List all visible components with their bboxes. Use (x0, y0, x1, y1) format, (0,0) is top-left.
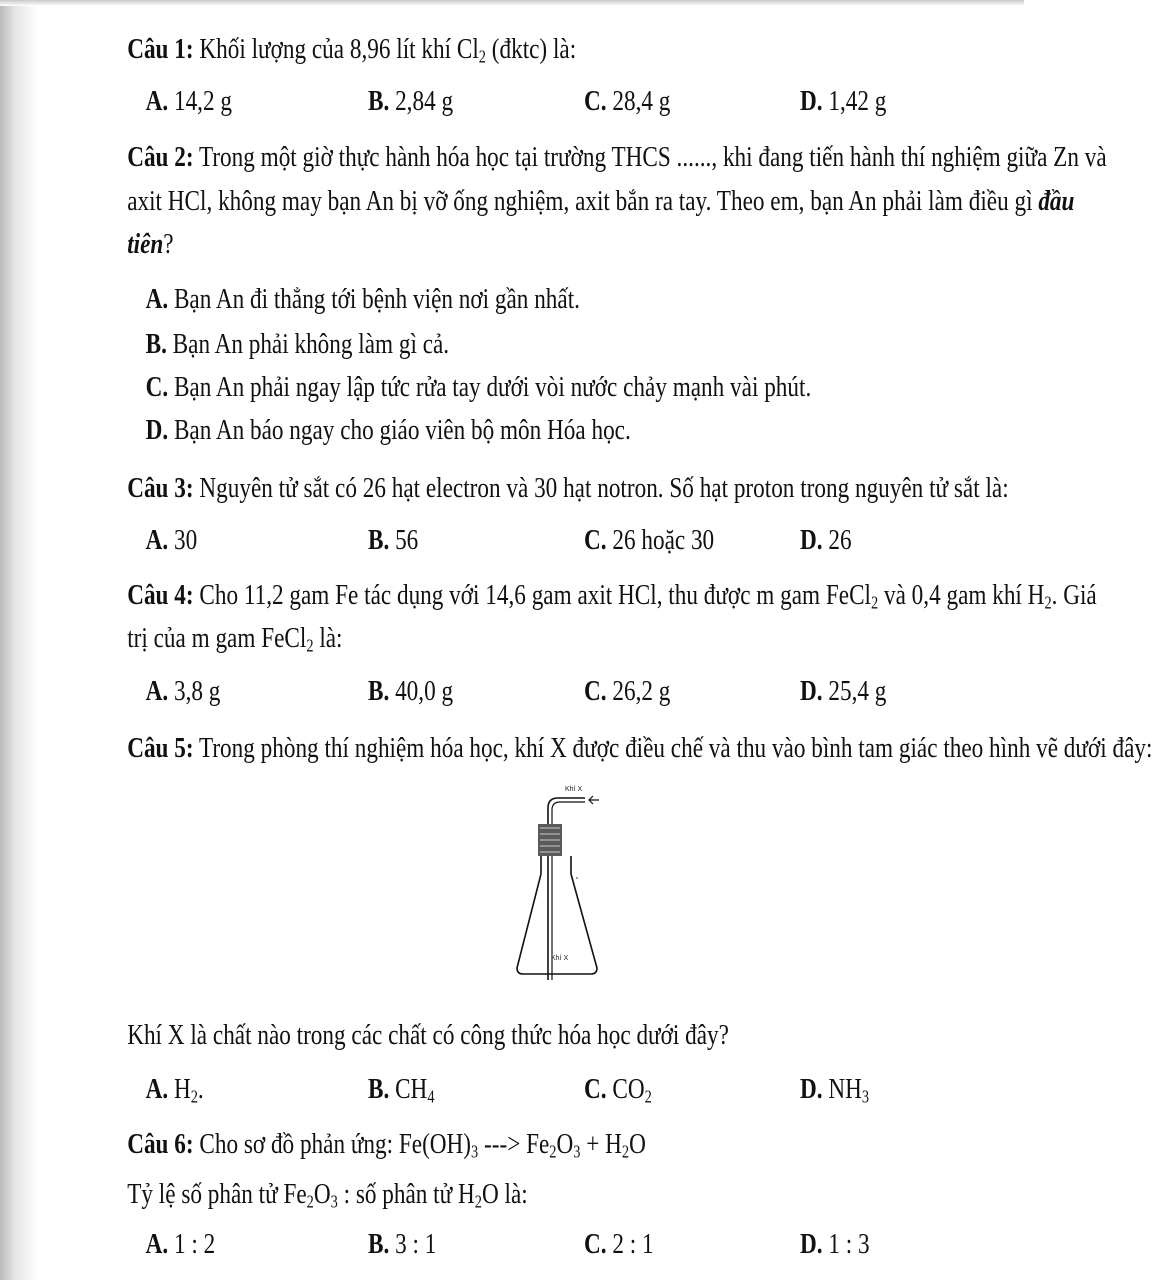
question-5-stem: Câu 5: Trong phòng thí nghiệm hóa học, khí X được điều chế và thu vào bình tam giác theo hình vẽ dưới đây: (127, 732, 1152, 764)
question-1-label: Câu 1: (127, 33, 194, 65)
figure-label-top: Khí X (565, 786, 583, 793)
q5-option-a[interactable]: A. $H_2$. (145, 1073, 204, 1107)
question-2-stem-line-2: axit HCl, không may bạn An bị vỡ ống nghiệm, axit bắn ra tay. Theo em, bạn An phải làm điều gì đầu (127, 185, 1075, 217)
q2-option-c[interactable]: C. Bạn An phải ngay lập tức rửa tay dưới vòi nước chảy mạnh vài phút. (145, 371, 812, 403)
q1-option-c[interactable]: C. 28,4 g (584, 85, 671, 117)
q6-option-d[interactable]: D. 1 : 3 (800, 1228, 870, 1260)
q6-option-a[interactable]: A. 1 : 2 (145, 1228, 216, 1260)
q2-option-d[interactable]: D. Bạn An báo ngay cho giáo viên bộ môn Hóa học. (145, 414, 631, 446)
q5-option-d[interactable]: D. $NH_3$ (800, 1073, 870, 1107)
question-5-followup: Khí X là chất nào trong các chất có công thức hóa học dưới đây? (127, 1019, 729, 1051)
q6-option-b[interactable]: B. 3 : 1 (368, 1228, 437, 1260)
q3-option-c[interactable]: C. 26 hoặc 30 (584, 524, 715, 556)
gas-flow-arrow-icon (589, 796, 599, 804)
q4-option-a[interactable]: A. 3,8 g (145, 675, 221, 707)
question-3-stem: Câu 3: Nguyên tử sắt có 26 hạt electron và 30 hạt notron. Số hạt proton trong nguyên tử sắt là: (127, 472, 1009, 504)
q1-option-a[interactable]: A. 14,2 g (145, 85, 232, 117)
q6-option-c[interactable]: C. 2 : 1 (584, 1228, 654, 1260)
question-6-stem-line-2: Tỷ lệ số phân tử $Fe_2O_3$ : số phân tử $H_2O$ là: (127, 1178, 528, 1212)
question-6-stem-line-1: Câu 6: Cho sơ đồ phản ứng: $Fe(OH)_3$ ---> $Fe_2O_3 + H_2O$ (127, 1128, 646, 1162)
q4-option-b[interactable]: B. 40,0 g (368, 675, 454, 707)
q5-option-b[interactable]: B. $CH_4$ (368, 1073, 435, 1107)
question-2-stem-line-3: tiên? (127, 228, 174, 260)
q5-option-c[interactable]: C. $CO_2$ (584, 1073, 652, 1107)
q1-option-d[interactable]: D. 1,42 g (800, 85, 887, 117)
q2-option-a[interactable]: A. Bạn An đi thẳng tới bệnh viện nơi gần nhất. (145, 283, 580, 315)
q2-option-b[interactable]: B. Bạn An phải không làm gì cả. (145, 328, 450, 360)
flask-diagram (515, 782, 615, 978)
question-5-label: Câu 5: (127, 732, 194, 764)
question-4-label: Câu 4: (127, 579, 194, 611)
question-3-label: Câu 3: (127, 472, 194, 504)
q3-option-a[interactable]: A. 30 (145, 524, 198, 556)
q4-option-d[interactable]: D. 25,4 g (800, 675, 887, 707)
figure-dot (576, 877, 578, 879)
question-4-stem-line-2: trị của m gam FeCl$_2$ là: (127, 622, 343, 656)
question-6-label: Câu 6: (127, 1128, 194, 1160)
question-2-stem-line-1: Câu 2: Trong một giờ thực hành hóa học tại trường THCS ......, khi đang tiến hành thí nghiệm giữa Zn và (127, 141, 1107, 173)
erlenmeyer-flask-figure (515, 782, 615, 978)
question-4-stem-line-1: Câu 4: Cho 11,2 gam Fe tác dụng với 14,6 gam axit HCl, thu được m gam FeCl$_2$ và 0,4 gam khí $H_2$. Giá (127, 579, 1097, 613)
question-1-stem: Câu 1: Khối lượng của 8,96 lít khí $Cl_2$ (đktc) là: (127, 33, 577, 67)
q3-option-b[interactable]: B. 56 (368, 524, 419, 556)
q4-option-c[interactable]: C. 26,2 g (584, 675, 671, 707)
question-2-label: Câu 2: (127, 141, 194, 173)
figure-label-flask: Khí X (551, 955, 569, 962)
q1-option-b[interactable]: B. 2,84 g (368, 85, 454, 117)
q3-option-d[interactable]: D. 26 (800, 524, 852, 556)
